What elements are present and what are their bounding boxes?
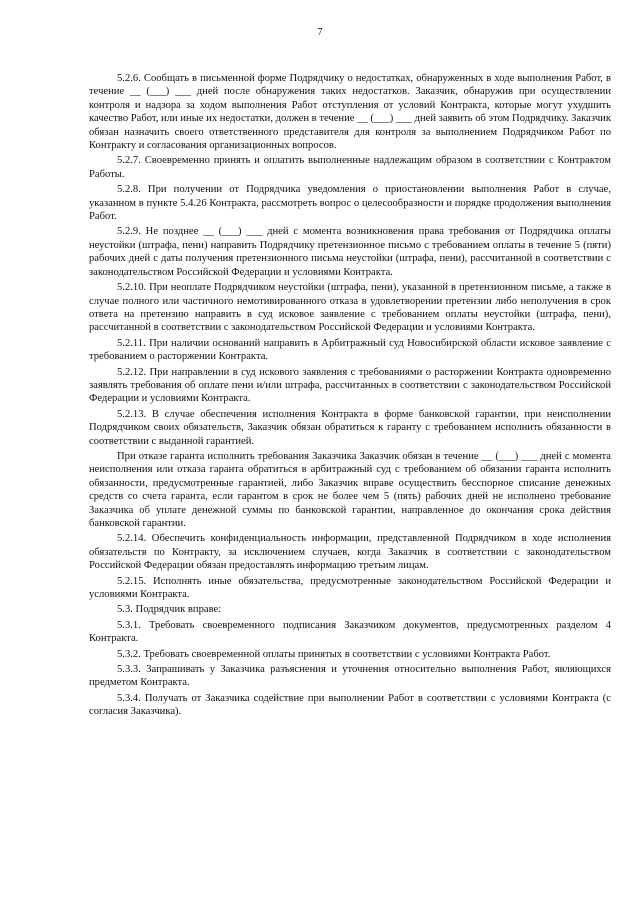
document-body: [89, 72, 611, 721]
paragraph-5-2-13: 5.2.13. В случае обеспечения исполнения Контракта в форме банковской гарантии, при неисполнении Подрядчиком своих обязательств, Заказчик обязан обратиться к гаранту с требованием исполнить обязанности в соответствии с выданной гарантией.: [89, 408, 611, 447]
paragraph-5-2-14: 5.2.14. Обеспечить конфиденциальность информации, представленной Подрядчиком в ходе исполнения обязательств по Контракту, за исключением случаев, когда Заказчик в соответствии с законодательством Российской Федерации обязан предоставлять информацию третьим лицам.: [89, 533, 611, 572]
paragraph-5-2-9: 5.2.9. Не позднее __ (___) ___ дней с момента возникновения права требования от Подрядчика оплаты неустойки (штрафа, пени) направить Подрядчику претензионное письмо с требованием оплаты в течение 5 (пяти) рабочих дней с даты получения претензионного письма неустойки (штрафа, пени), рассчитанной в соответствии с законодательством Российской Федерации и условиями Контракта.: [89, 226, 611, 278]
paragraph-5-2-7: 5.2.7. Своевременно принять и оплатить выполненные надлежащим образом в соответствии с Контрактом Работы.: [89, 155, 611, 180]
paragraph-5-3-3: 5.3.3. Запрашивать у Заказчика разъяснения и уточнения относительно выполнения Работ, являющихся предметом Контракта.: [89, 664, 611, 689]
paragraph-5-3-4: 5.3.4. Получать от Заказчика содействие при выполнении Работ в соответствии с условиями Контракта (с согласия Заказчика).: [89, 692, 611, 718]
paragraph-5-2-6: 5.2.6. Сообщать в письменной форме Подрядчику о недостатках, обнаруженных в ходе выполнения Работ, в течение __ (___) ___ дней после обнаружения таких недостатков. Заказчик, обнаружив при осуществлении контроля и надзора за ходом выполнения Работ отступления от условий Контракта, которые могут ухудшить качество Работ, или иные их недостатки, должен в течение __ (___) ___ дней заявить об этом Подрядчику. Заказчик обязан назначить своего ответственного представителя для контроля за выполнением Подрядчиком Работ по Контракту и согласования организационных вопросов.: [89, 73, 611, 152]
paragraph-5-2-12: 5.2.12. При направлении в суд искового заявления с требованиями о расторжении Контракта одновременно заявлять требования об оплате пени и/или штрафа, рассчитанных в соответствии с законодательством Российской Федерации и условиями Контракта.: [89, 366, 611, 405]
paragraph-5-2-11: 5.2.11. При наличии оснований направить в Арбитражный суд Новосибирской области исковое заявление с требованием о расторжении Контракта.: [89, 337, 611, 363]
paragraph-5-3: 5.3. Подрядчик вправе:: [117, 604, 222, 616]
paragraph-5-2-8: 5.2.8. При получении от Подрядчика уведомления о приостановлении выполнения Работ в случае, указанном в пункте 5.4.26 Контракта, рассмотреть вопрос о целесообразности и порядке продолжения выполнения Работ.: [89, 184, 611, 223]
paragraph-5-3-1: 5.3.1. Требовать своевременного подписания Заказчиком документов, предусмотренных разделом 4 Контракта.: [89, 619, 611, 645]
paragraph-5-3-2: 5.3.2. Требовать своевременной оплаты принятых в соответствии с условиями Контракта Работ.: [117, 648, 551, 660]
paragraph-5-2-15: 5.2.15. Исполнять иные обязательства, предусмотренные законодательством Российской Федерации и условиями Контракта.: [89, 575, 611, 601]
paragraph-5-2-10: 5.2.10. При неоплате Подрядчиком неустойки (штрафа, пени), указанной в претензионном письме, а также в случае полного или частичного немотивированного отказа в удовлетворении претензии либо неполучения в срок ответа на претензию направить в суд исковое заявление с требованием оплаты неустойки (штрафа, пени), рассчитанной в соответствии с законодательством Российской Федерации и условиями Контракта.: [89, 282, 611, 334]
page-number: 7: [317, 27, 323, 38]
paragraph-guarantor-refusal: При отказе гаранта исполнить требования Заказчика Заказчик обязан в течение __ (___) ___ дней с момента неисполнения или отказа гаранта обратиться в арбитражный суд с требованием об обязании гаранта исполнить обязанности, предусмотренные гарантией, либо Заказчик вправе осуществить бесспорное списание денежных средств со счета гаранта, если гарантом в срок не более чем 5 (пять) рабочих дней не исполнено требование Заказчика об уплате денежной суммы по банковской гарантии, направленное до окончания срока действия банковской гарантии.: [89, 450, 611, 529]
